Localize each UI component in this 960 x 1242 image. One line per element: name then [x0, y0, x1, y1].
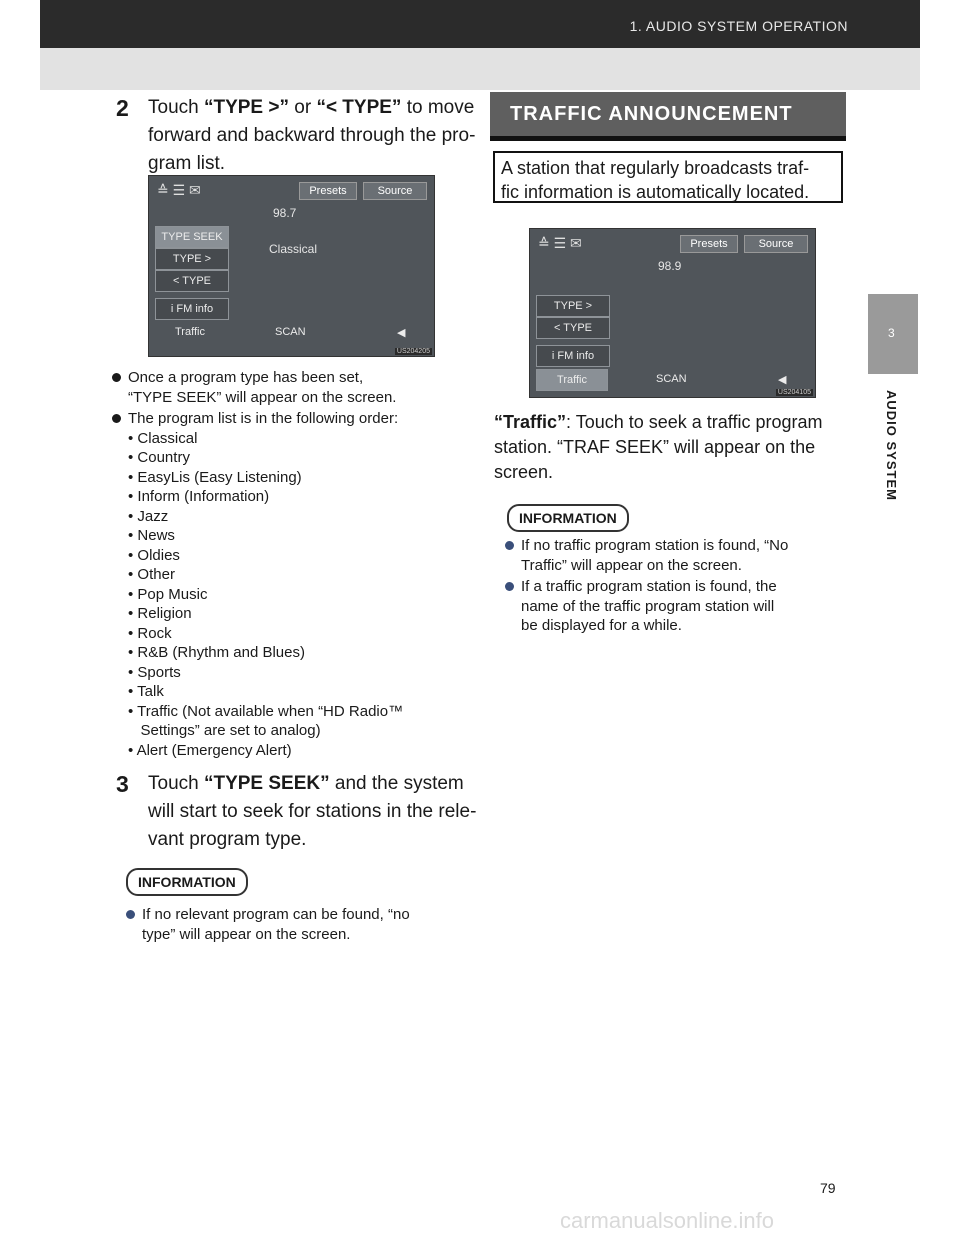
volume-icon[interactable]: ◀ — [778, 374, 787, 386]
step-key: “< TYPE” — [316, 97, 402, 118]
program-item: • Pop Music — [128, 585, 208, 603]
information-list — [505, 536, 850, 636]
type-next-button[interactable]: TYPE > — [155, 248, 229, 270]
bullet-icon — [505, 582, 514, 591]
bullet-icon — [112, 414, 121, 423]
list-item — [112, 368, 472, 407]
type-next-button[interactable]: TYPE > — [536, 295, 610, 317]
fm-info-button[interactable]: i FM info — [155, 298, 229, 320]
list-text: The program list is in the following order: — [128, 410, 399, 427]
list-text: If no relevant program can be found, “no — [142, 906, 410, 923]
page-number: 79 — [820, 1180, 836, 1196]
body-text: station. “TRAF SEEK” will appear on the — [494, 437, 816, 457]
traffic-key: “Traffic” — [494, 412, 567, 432]
chapter-label: AUDIO SYSTEM — [884, 390, 899, 501]
information-badge: INFORMATION — [507, 504, 629, 532]
step-text: and the system — [329, 773, 464, 794]
status-icons: ≙ ☰ ✉ — [538, 235, 582, 251]
information-list — [126, 905, 476, 944]
list-item — [112, 409, 472, 429]
program-item: • Other — [128, 566, 175, 583]
chapter-tab — [868, 294, 918, 374]
list-text: Traffic” will appear on the screen. — [521, 556, 742, 574]
radio-screen-1 — [148, 175, 435, 357]
list-text: If a traffic program station is found, the — [521, 578, 777, 595]
scan-button[interactable]: SCAN — [656, 373, 687, 385]
section-header: 1. AUDIO SYSTEM OPERATION — [629, 18, 848, 34]
fm-info-button[interactable]: i FM info — [536, 345, 610, 367]
step-key: “TYPE >” — [203, 97, 289, 118]
program-item: • Alert (Emergency Alert) — [128, 741, 292, 759]
step-text: will start to seek for stations in the rele- — [148, 801, 477, 822]
body-text: : Touch to seek a traffic program — [566, 412, 823, 432]
list-text: If no traffic program station is found, “No — [521, 537, 789, 554]
radio-screen-2 — [529, 228, 816, 398]
list-text: “TYPE SEEK” will appear on the screen. — [128, 388, 397, 406]
traffic-button[interactable]: Traffic — [536, 369, 608, 391]
step-text: or — [288, 97, 317, 118]
program-item: • Rock — [128, 624, 172, 642]
summary-text: fic information is automatically located. — [501, 182, 810, 202]
program-list — [112, 429, 472, 761]
chapter-number: 3 — [888, 326, 895, 340]
step-text: vant program type. — [148, 829, 307, 850]
step-text: Touch — [148, 97, 204, 118]
list-text: type” will appear on the screen. — [142, 925, 351, 943]
bullet-icon — [126, 910, 135, 919]
type-seek-button[interactable]: TYPE SEEK — [155, 226, 229, 248]
image-code: US204205 — [396, 348, 430, 355]
frequency: 98.9 — [658, 259, 682, 273]
step-text: gram list. — [148, 153, 226, 174]
traffic-description — [494, 410, 850, 485]
bullet-icon — [112, 373, 121, 382]
step-number: 3 — [116, 771, 129, 797]
type-prev-button[interactable]: < TYPE — [155, 270, 229, 292]
program-item: • Traffic (Not available when “HD Radio™ — [128, 702, 404, 720]
list-item — [505, 536, 850, 575]
program-item: • News — [128, 527, 175, 544]
list-text: name of the traffic program station will — [521, 597, 775, 615]
program-item: • Country — [128, 449, 190, 466]
summary-box — [493, 151, 843, 203]
program-item: • Jazz — [128, 507, 169, 525]
program-item: • Religion — [128, 605, 192, 622]
step-2 — [116, 94, 476, 178]
volume-icon[interactable]: ◀ — [397, 327, 406, 339]
step-text: Touch — [148, 773, 204, 794]
step-text: to move — [401, 97, 475, 118]
list-item — [505, 577, 850, 636]
scan-button[interactable]: SCAN — [275, 326, 306, 338]
image-code: US204105 — [777, 389, 811, 396]
bullet-icon — [505, 541, 514, 550]
program-item: • Inform (Information) — [128, 488, 270, 505]
list-text: Once a program type has been set, — [128, 369, 364, 386]
program-item: • Classical — [128, 429, 198, 447]
information-badge: INFORMATION — [126, 868, 248, 896]
program-item: Settings” are set to analog) — [128, 722, 321, 739]
step-key: “TYPE SEEK” — [203, 773, 330, 794]
source-button[interactable]: Source — [363, 182, 427, 200]
chapter-label-container — [864, 390, 924, 530]
program-item: • EasyLis (Easy Listening) — [128, 468, 302, 486]
notes-list — [112, 368, 472, 760]
step-number: 2 — [116, 95, 129, 121]
list-item — [126, 905, 476, 944]
type-prev-button[interactable]: < TYPE — [536, 317, 610, 339]
header-bar — [40, 0, 920, 48]
step-3 — [116, 770, 476, 854]
source-button[interactable]: Source — [744, 235, 808, 253]
traffic-button[interactable]: Traffic — [175, 326, 205, 338]
body-text: screen. — [494, 462, 554, 482]
presets-button[interactable]: Presets — [680, 235, 738, 253]
presets-button[interactable]: Presets — [299, 182, 357, 200]
status-icons: ≙ ☰ ✉ — [157, 182, 201, 198]
section-rule — [490, 136, 846, 141]
genre-label: Classical — [269, 242, 318, 256]
list-text: be displayed for a while. — [521, 617, 682, 634]
summary-text: A station that regularly broadcasts traf- — [501, 158, 810, 178]
program-item: • Oldies — [128, 546, 180, 564]
section-title: TRAFFIC ANNOUNCEMENT — [490, 92, 846, 136]
program-item: • Talk — [128, 683, 164, 700]
step-text: forward and backward through the pro- — [148, 125, 476, 146]
program-item: • Sports — [128, 663, 181, 681]
header-subbar — [40, 48, 920, 90]
watermark: carmanualsonline.info — [560, 1208, 775, 1233]
frequency: 98.7 — [273, 206, 297, 220]
program-item: • R&B (Rhythm and Blues) — [128, 644, 305, 661]
